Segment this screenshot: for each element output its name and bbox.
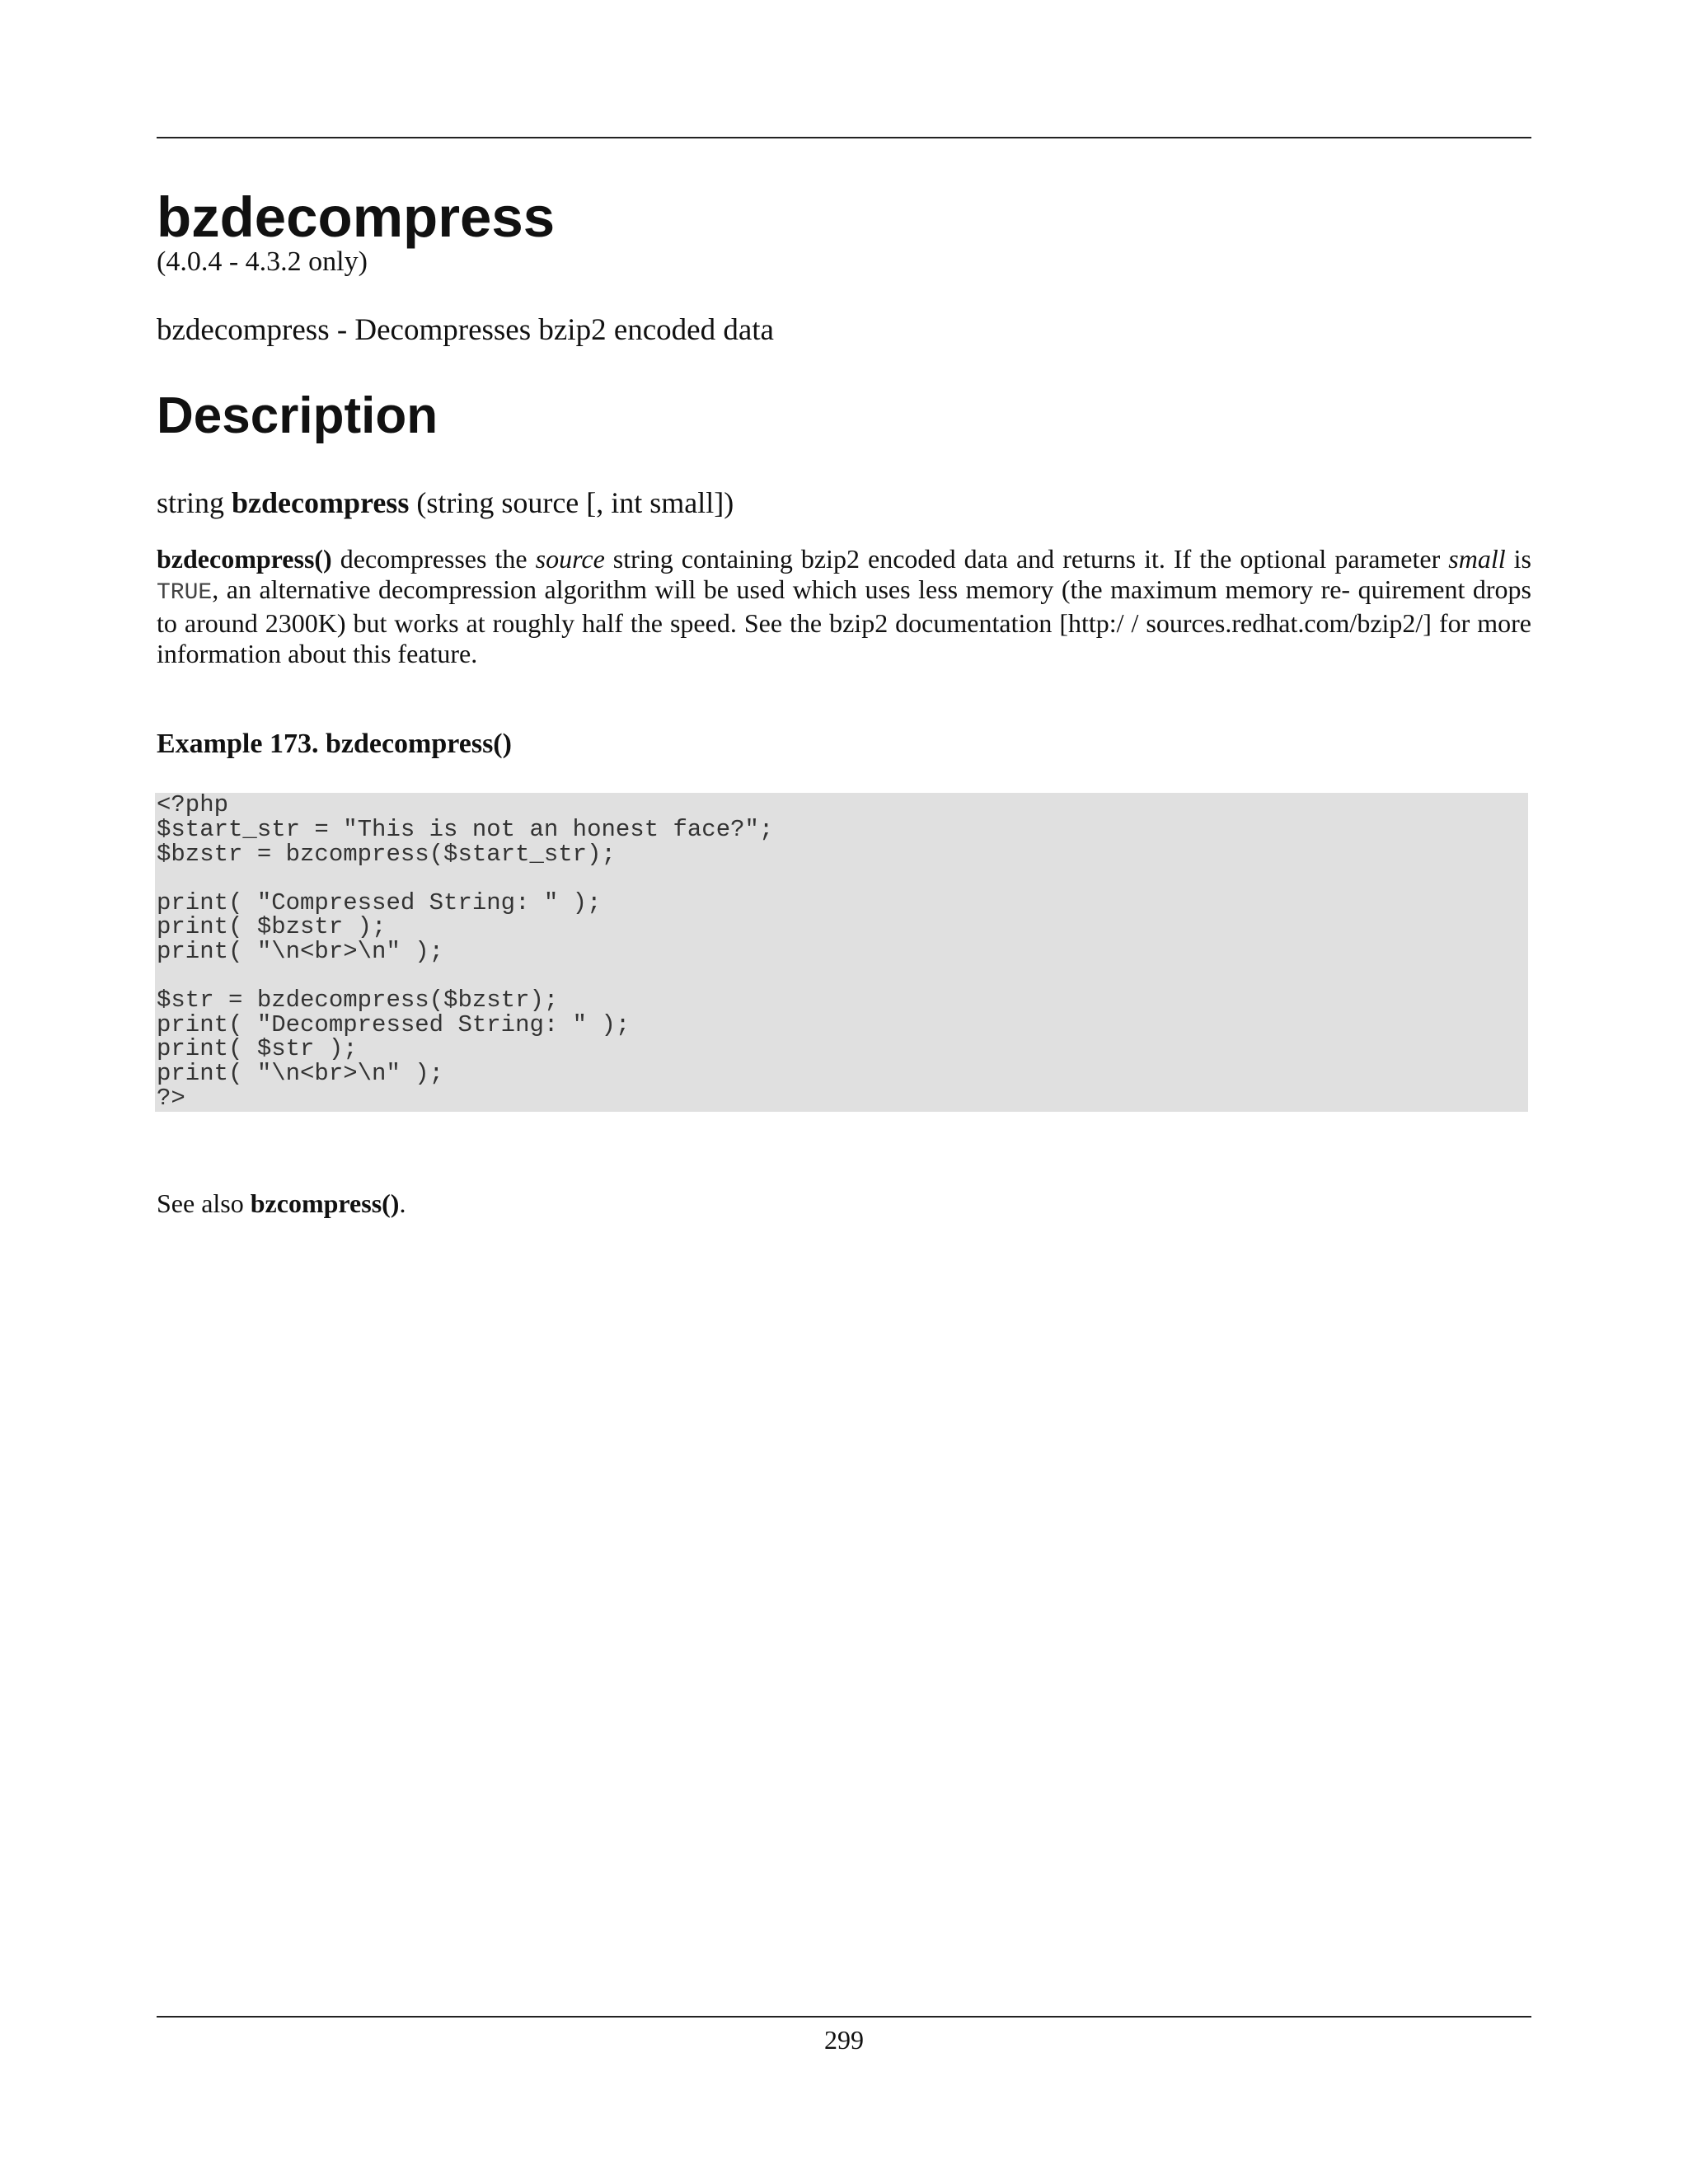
see-also (157, 1188, 1531, 1219)
para-text: string containing bzip2 encoded data and returns it. If the optional parameter (604, 544, 1449, 574)
function-synopsis (157, 485, 1531, 521)
example-title: Example 173. bzdecompress() (157, 729, 512, 760)
description-paragraph (157, 544, 1531, 669)
para-text: decompresses the (331, 544, 536, 574)
description-heading: Description (157, 387, 438, 445)
page-content (157, 186, 1531, 1220)
page-number: 299 (824, 2025, 864, 2055)
version-info: (4.0.4 - 4.3.2 only) (157, 246, 368, 277)
see-also-prefix: See also (157, 1188, 251, 1219)
synopsis-function-name: bzdecompress (232, 486, 410, 520)
see-also-suffix: . (399, 1188, 406, 1219)
refpurpose: bzdecompress - Decompresses bzip2 encoded data (157, 312, 774, 347)
header-rule (157, 137, 1531, 138)
para-text: is (1505, 544, 1532, 574)
see-also-link: bzcompress() (250, 1188, 400, 1219)
code-block: <?php $start_str = "This is not an honest face?"; $bzstr = bzcompress($start_str); print( "Compressed String: " ); print( $bzstr ); print( "\n<br>\n" ); $str = bzdecompress($bzstr); print( "Decompressed String: " ); print( $str ); print( "\n<br>\n" ); ?> (155, 793, 1528, 1112)
page-title: bzdecompress (157, 185, 556, 249)
param-source: source (535, 544, 605, 574)
synopsis-return-type: string (157, 486, 225, 520)
constant-true: TRUE (157, 580, 213, 607)
param-small: small (1448, 544, 1506, 574)
para-text: , an alternative decompression algorithm will be used which uses less memory (the maximum memory re- quirement drops to around 2300K) but works at roughly half the speed. See the bzip2 documentation [http:/ / sources.redhat.com/bzip2/] for more information about this feature. (157, 574, 1531, 669)
function-ref: bzdecompress() (157, 544, 332, 574)
synopsis-params: (string source [, int small]) (416, 486, 734, 520)
